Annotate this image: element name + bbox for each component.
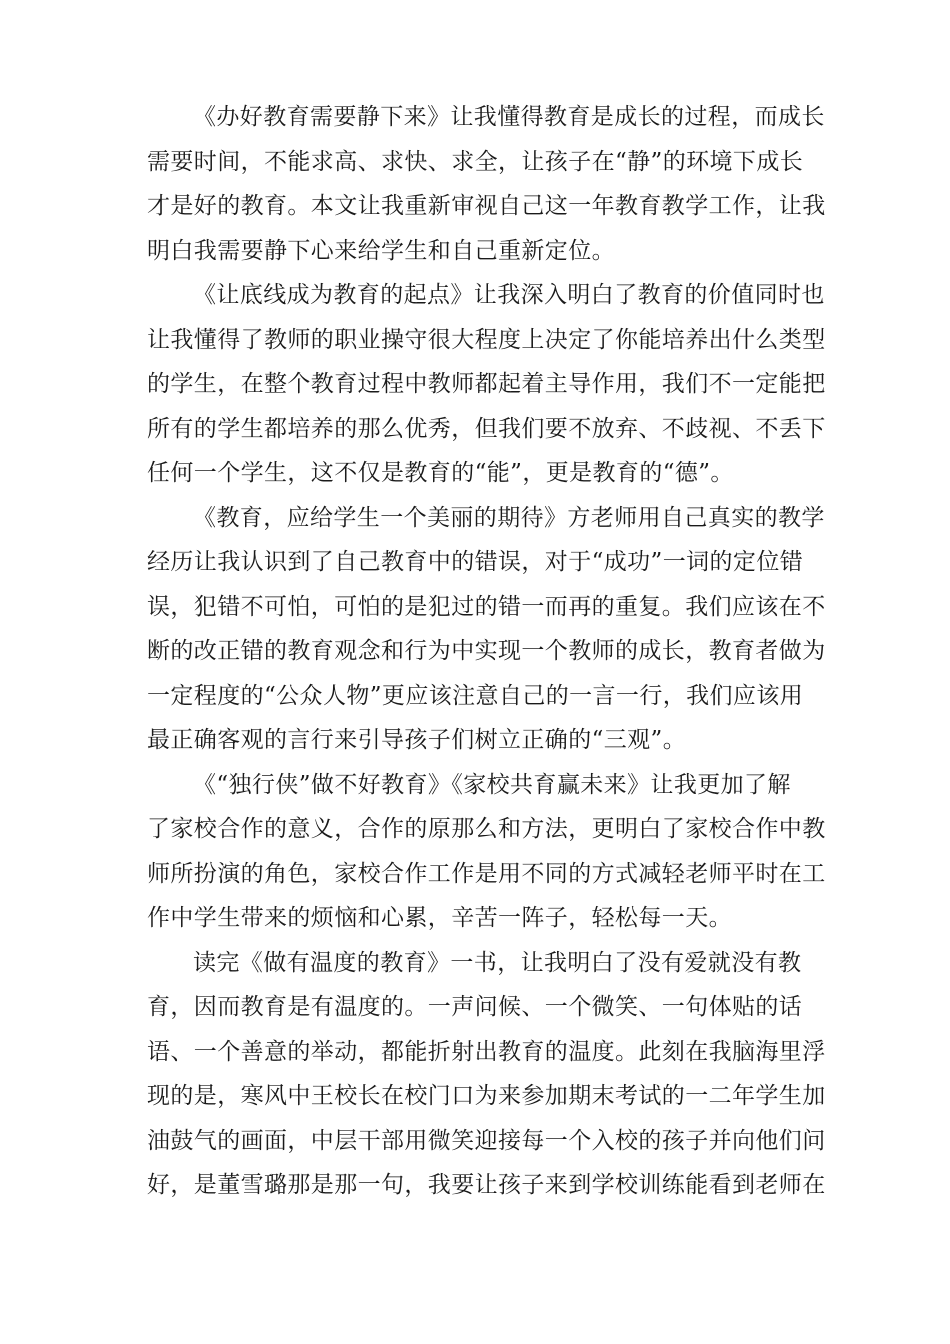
text-line: 误，犯错不可怕，可怕的是犯过的错一而再的重复。我们应该在不 bbox=[147, 593, 826, 620]
paragraph-3 bbox=[147, 496, 826, 763]
text-line: 最正确客观的言行来引导孩子们树立正确的“三观”。 bbox=[147, 727, 687, 753]
paragraph-1 bbox=[147, 95, 826, 273]
text-line: 语、一个善意的举动，都能折射出教育的温度。此刻在我脑海里浮 bbox=[147, 1038, 826, 1065]
text-line: 才是好的教育。本文让我重新审视自己这一年教育教学工作，让我 bbox=[147, 193, 826, 219]
document-body bbox=[147, 95, 826, 1208]
text-line: 让我懂得了教师的职业操守很大程度上决定了你能培养出什么类型 bbox=[147, 326, 826, 353]
text-line: 了家校合作的意义，合作的原那么和方法，更明白了家校合作中教 bbox=[147, 816, 826, 842]
text-line: 现的是，寒风中王校长在校门口为来参加期末考试的一二年学生加 bbox=[147, 1083, 826, 1109]
paragraph-2 bbox=[147, 273, 826, 496]
paragraph-5 bbox=[147, 941, 826, 1208]
text-line: 《“独行侠”做不好教育》《家校共育赢未来》让我更加了解 bbox=[193, 771, 791, 798]
text-line: 师所扮演的角色，家校合作工作是用不同的方式减轻老师平时在工 bbox=[147, 860, 826, 887]
text-line: 《让底线成为教育的起点》让我深入明白了教育的价值同时也 bbox=[193, 282, 825, 308]
text-line: 育，因而教育是有温度的。一声问候、一个微笑、一句体贴的话 bbox=[147, 994, 803, 1020]
text-line: 需要时间，不能求高、求快、求全，让孩子在“静”的环境下成长 bbox=[147, 148, 804, 175]
text-line: 所有的学生都培养的那么优秀，但我们要不放弃、不歧视、不丢下 bbox=[147, 415, 826, 442]
text-line: 明白我需要静下心来给学生和自己重新定位。 bbox=[147, 237, 615, 264]
text-line: 任何一个学生，这不仅是教育的“能”，更是教育的“德”。 bbox=[147, 460, 734, 486]
text-line: 经历让我认识到了自己教育中的错误，对于“成功”一词的定位错 bbox=[147, 549, 804, 575]
text-line: 《教育，应给学生一个美丽的期待》方老师用自己真实的教学 bbox=[193, 504, 825, 531]
text-line: 好，是董雪璐那是那一句，我要让孩子来到学校训练能看到老师在 bbox=[147, 1172, 826, 1198]
paragraph-4 bbox=[147, 763, 826, 941]
text-line: 作中学生带来的烦恼和心累，辛苦一阵子，轻松每一天。 bbox=[147, 905, 732, 931]
text-line: 读完《做有温度的教育》一书，让我明白了没有爱就没有教 bbox=[193, 949, 802, 976]
text-line: 的学生，在整个教育过程中教师都起着主导作用，我们不一定能把 bbox=[147, 371, 826, 397]
text-line: 断的改正错的教育观念和行为中实现一个教师的成长，教育者做为 bbox=[147, 638, 826, 664]
text-line: 油鼓气的画面，中层干部用微笑迎接每一个入校的孩子并向他们问 bbox=[147, 1127, 826, 1154]
text-line: 一定程度的“公众人物”更应该注意自己的一言一行，我们应该用 bbox=[147, 682, 804, 709]
text-line: 《办好教育需要静下来》让我懂得教育是成长的过程，而成长 bbox=[193, 104, 825, 130]
